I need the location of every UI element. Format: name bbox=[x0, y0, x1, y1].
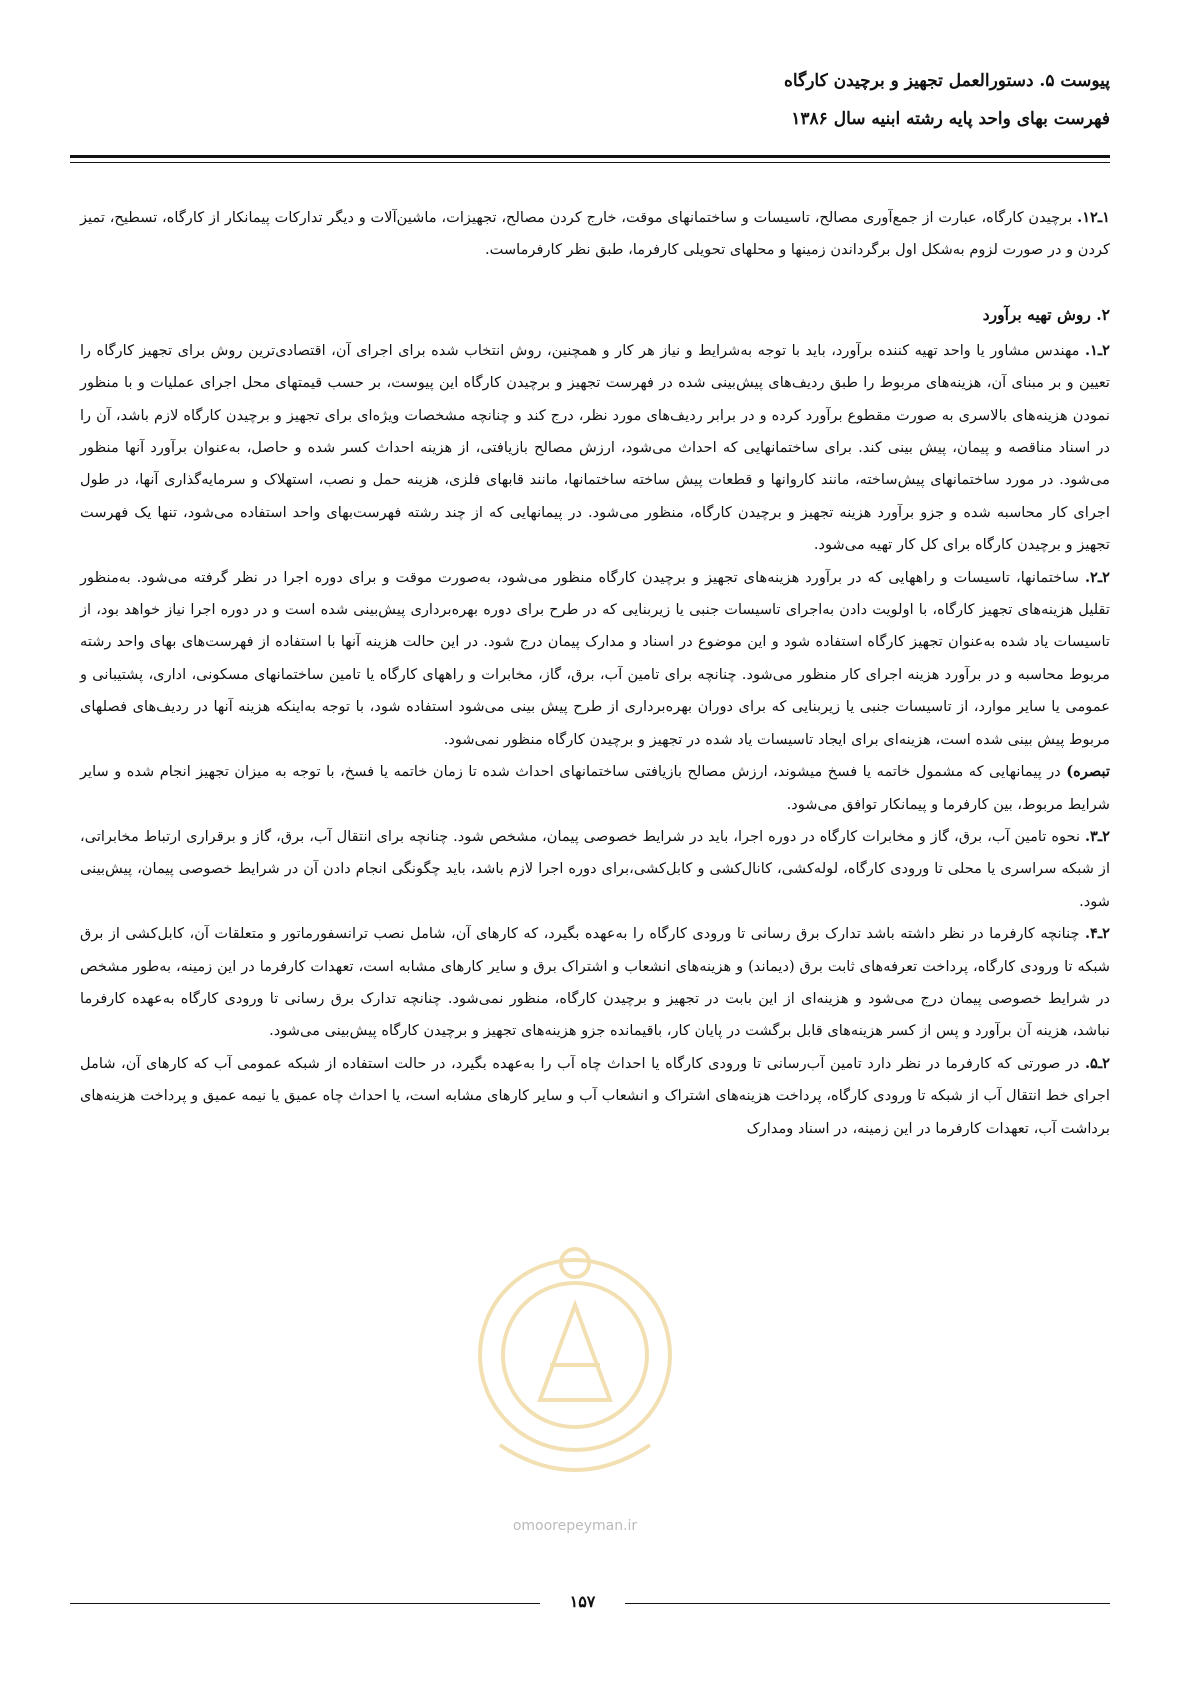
page-header bbox=[80, 62, 1110, 138]
clause-text: نحوه تامین آب، برق، گاز و مخابرات کارگاه در دوره اجرا، باید در شرایط خصوصی پیمان، مشخص شود. چنانچه برای انتقال آب، برق، گاز و برقراری ارتباط مخابراتی، از شبکه سراسری یا محلی تا ورودی کارگاه، لوله‌کشی، کانال‌کشی و کابل‌کشی،برای دوره اجرا لازم باشد، باید چگونگی انجام دادن آن در شرایط خصوصی پیمان، پیش‌بینی شود. bbox=[80, 827, 1110, 910]
clause-number: ۲ـ۵. bbox=[1084, 1054, 1110, 1072]
paragraph-note bbox=[80, 756, 1110, 821]
note-label: تبصره) bbox=[1066, 763, 1110, 781]
paragraph-2-3 bbox=[80, 821, 1110, 918]
page-footer bbox=[70, 1592, 1110, 1616]
section-title-estimate-method: ۲. روش تهیه برآورد bbox=[982, 304, 1110, 324]
section-spacer bbox=[80, 267, 1110, 295]
header-appendix-title: پیوست ۵. دستورالعمل تجهیز و برچیدن کارگاه bbox=[784, 71, 1110, 91]
header-price-list-title: فهرست بهای واحد پایه رشته ابنیه سال ۱۳۸۶ bbox=[791, 109, 1110, 129]
footer-rule-left bbox=[70, 1603, 540, 1604]
page-number: ۱۵۷ bbox=[569, 1592, 596, 1611]
clause-number: ۲ـ۴. bbox=[1084, 925, 1110, 943]
paragraph-2-5 bbox=[80, 1048, 1110, 1145]
paragraph-2-2 bbox=[80, 562, 1110, 756]
clause-number: ۲ـ۳. bbox=[1084, 827, 1110, 845]
clause-number: ۲ـ۲. bbox=[1084, 568, 1110, 586]
footer-rule-right bbox=[625, 1603, 1110, 1604]
note-text: در پیمانهایی که مشمول خاتمه یا فسخ میشوند، ارزش مصالح بازیافتی ساختمانهای احداث شده تا زمان خاتمه یا فسخ، با توجه به میزان تجهیز انجام شده و سایر شرایط مربوط، بین کارفرما و پیمانکار توافق می‌شود. bbox=[80, 763, 1110, 813]
header-rule-thin bbox=[70, 162, 1110, 163]
clause-text: در صورتی که کارفرما در نظر دارد تامین آب‌رسانی تا ورودی کارگاه یا احداث چاه آب را به‌عهده بگیرد، در حالت استفاده از شبکه عمومی آب که کارهای آن، شامل اجرای خط انتقال آب از شبکه تا ورودی کارگاه، پرداخت هزینه‌های اشتراک و انشعاب آب و سایر کارهای مشابه است، یا احداث چاه عمیق یا نیمه عمیق و پرداخت هزینه‌های برداشت آب، تعهدات کارفرما در این زمینه، در اسناد ومدارک bbox=[80, 1054, 1110, 1137]
clause-text: چنانچه کارفرما در نظر داشته باشد تدارک برق رسانی تا ورودی کارگاه را به‌عهده بگیرد، که کارهای آن، شامل نصب ترانسفورماتور و متعلقات آن، کابل‌کشی از برق شبکه تا ورودی کارگاه، پرداخت تعرفه‌های ثابت برق (دیماند) و هزینه‌های انشعاب و اشتراک برق و سایر کارهای مشابه است، تعهدات کارفرما در این زمینه، به‌طور مشخص در شرایط خصوصی پیمان درج می‌شود و هزینه‌ای از این بابت در تجهیز و برچیدن کارگاه، منظور نمی‌شود. چنانچه تدارک برق رسانی تا ورودی کارگاه به‌عهده کارفرما نباشد، هزینه آن برآورد و پس از کسر هزینه‌های قابل برگشت در پایان کار، باقیمانده جزو هزینه‌های تجهیز و برچیدن کارگاه پیش‌بینی می‌شود. bbox=[80, 925, 1110, 1040]
clause-text: برچیدن کارگاه، عبارت از جمع‌آوری مصالح، تاسیسات و ساختمانهای موقت، خارج کردن مصالح، تجهیزات، ماشین‌آلات و دیگر تدارکات پیمانکار از کارگاه، تسطیح، تمیز کردن و در صورت لزوم به‌شکل اول برگرداندن زمینها و محلهای تحویلی کارفرما، طبق نظر کارفرماست. bbox=[80, 209, 1110, 259]
paragraph-2-1 bbox=[80, 335, 1110, 562]
header-rule-thick bbox=[70, 155, 1110, 158]
document-body bbox=[80, 202, 1110, 1145]
paragraph-1-12 bbox=[80, 202, 1110, 267]
clause-text: ساختمانها، تاسیسات و راههایی که در برآورد هزینه‌های تجهیز و برچیدن کارگاه منظور می‌شود، به‌صورت موقت و برای دوره اجرا در نظر گرفته می‌شود. به‌منظور تقلیل هزینه‌های تجهیز کارگاه، با اولویت دادن به‌اجرای تاسیسات جنبی یا زیربنایی که در طرح برای دوره بهره‌برداری پیش‌بینی شده است و در دوره اجرا نیاز خواهد بود، از تاسیسات یاد شده به‌عنوان تجهیز کارگاه استفاده شود و این موضوع در اسناد و مدارک پیمان درج شود. در این حالت هزینه آنها با استفاده از فهرست‌های بهای واحد رشته مربوط محاسبه و در برآورد هزینه اجرای کار منظور می‌شود. چنانچه برای تامین آب، برق، گاز، مخابرات و راههای کارگاه یا تامین ساختمانهای مسکونی، اداری، پشتیبانی و عمومی یا سایر موارد، از تاسیسات جنبی یا زیربنایی که برای دوران بهره‌برداری از طرح پیش بینی می‌شود استفاده شود، با توجه به‌اینکه هزینه آنها در ردیف‌های فصلهای مربوط پیش بینی شده است، هزینه‌ای برای ایجاد تاسیسات یاد شده در تجهیز و برچیدن کارگاه منظور نمی‌شود. bbox=[80, 568, 1110, 748]
clause-number: ۲ـ۱. bbox=[1084, 341, 1110, 359]
seal-emblem-icon bbox=[470, 1225, 680, 1495]
paragraph-2-4 bbox=[80, 918, 1110, 1048]
clause-text: مهندس مشاور یا واحد تهیه کننده برآورد، باید با توجه به‌شرایط و نیاز هر کار و همچنین، روش انتخاب شده برای اجرای آن، اقتصادی‌ترین روش برای تجهیز کارگاه را تعیین و بر مبنای آن، هزینه‌های مربوط را طبق ردیف‌های پیش‌بینی شده در فهرست تجهیز و برچیدن کارگاه این پیوست، بر حسب قیمتهای محل اجرای عملیات و با منظور نمودن هزینه‌های بالاسری به صورت مقطوع برآورد کرده و در برابر ردیف‌های مورد نظر، درج کند و چنانچه مشخصات ویژه‌ای برای تجهیز و برچیدن کارگاه لازم باشد، آن را در اسناد مناقصه و پیمان، پیش بینی کند. برای ساختمانهایی که احداث می‌شود، ارزش مصالح بازیافتی، از هزینه احداث کسر شده و حاصل، به‌عنوان برآورد آنها منظور می‌شود. در مورد ساختمانهای پیش‌ساخته، مانند کاروانها و قطعات پیش ساخته ساختمانها، مانند قابهای فلزی، هزینه حمل و نصب، استهلاک و سرمایه‌گذاری آنها، در طول اجرای کار محاسبه شده و جزو برآورد هزینه تجهیز و برچیدن کارگاه، منظور می‌شود. در پیمانهایی که از چند رشته فهرست‌بهای واحد استفاده می‌شود، تنها یک فهرست تجهیز و برچیدن کارگاه برای کل کار تهیه می‌شود. bbox=[80, 341, 1110, 554]
watermark-site: omoorepeyman.ir bbox=[512, 1518, 638, 1534]
clause-number: ۱ـ۱۲. bbox=[1077, 209, 1110, 226]
